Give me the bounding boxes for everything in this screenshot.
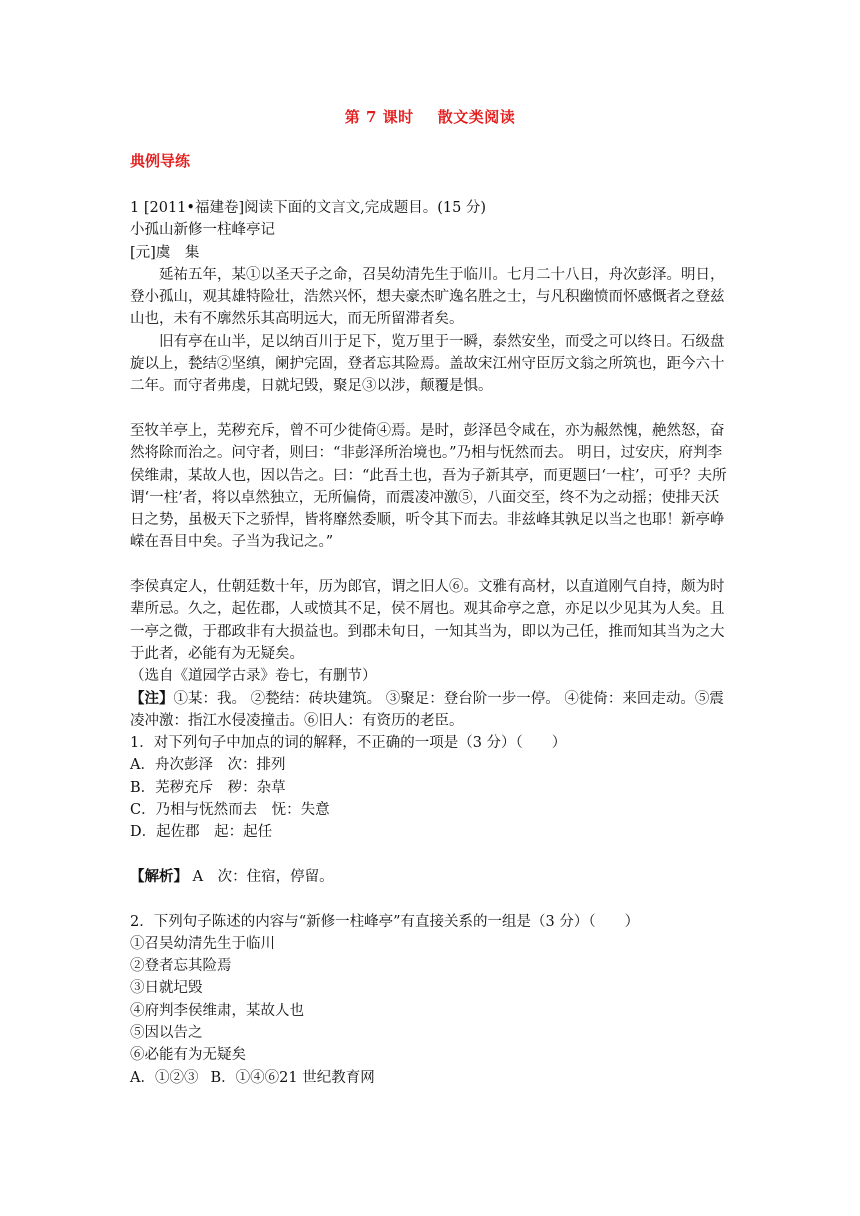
q2-choices bbox=[130, 1067, 730, 1089]
question-intro: 1 [2011•福建卷]阅读下面的文言文,完成题目。(15 分) bbox=[130, 200, 487, 216]
section-heading: 典例导练 bbox=[130, 152, 191, 170]
article-paragraph-3: 至牧羊亭上，芜秽充斥，曾不可少徙倚④焉。是时，彭泽邑令咸在，亦为赧然愧，赩然怒，奋然将除而治之。问守者，则曰：“非彭泽所治境也。”乃相与怃然而去。 明日，过安庆，府判李侯维肃，某故人也，因以告之。曰：“此吾土也，吾为子新其亭，而更题曰‘一柱’，可乎？夫所谓‘一柱’者，将以卓然独立，无所偏倚，而震凌冲激⑤，八面交至，终不为之动摇；使排天沃日之势，虽极天下之骄悍，皆将靡然委顺，听令其下而去。非兹峰其孰足以当之也耶！新亭峥嵘在吾目中矣。子当为我记之。” bbox=[130, 422, 727, 551]
q2-item-4: ④府判李侯维肃，某故人也 bbox=[130, 1002, 304, 1019]
note-text: ①某：我。 ②甃结：砖块建筑。 ③聚足：登台阶一步一停。 ④徙倚：来回走动。⑤震凌冲激：指江水侵凌撞击。⑥旧人：有资历的老臣。 bbox=[130, 690, 724, 729]
q2-choice-b: B．①④⑥21 世纪教育网 bbox=[210, 1069, 375, 1086]
q1-option-d: D．起佐郡 起：起任 bbox=[130, 824, 273, 841]
q1-analysis bbox=[130, 866, 730, 888]
q2-item-1: ①召吴幼清先生于临川 bbox=[130, 935, 275, 952]
q2-item-6: ⑥必能有为无疑矣 bbox=[130, 1047, 246, 1064]
q1-option-b: B．芜秽充斥 秽：杂草 bbox=[130, 779, 286, 796]
article-author: [元]虞 集 bbox=[130, 244, 200, 261]
content-body bbox=[130, 197, 730, 1089]
article-notes bbox=[130, 688, 730, 733]
title-lesson: 第 7 课时 bbox=[344, 108, 414, 126]
page-title bbox=[0, 106, 860, 127]
article-heading: 小孤山新修一柱峰亭记 bbox=[130, 222, 275, 239]
q1-option-c: C．乃相与怃然而去 怃：失意 bbox=[130, 802, 330, 819]
article-paragraph-2: 旧有亭在山半，足以纳百川于足下，览万里于一瞬，泰然安坐，而受之可以终日。石级盘旋以上，甃结②坚缜，阑护完固，登者忘其险焉。盖故宋江州守臣厉文翁之所筑也，距今六十二年。而守者弗虔，日就圮毁，聚足③以涉，颠覆是惧。 bbox=[130, 333, 725, 395]
article-paragraph-4: 李侯真定人，仕朝廷数十年，历为郎官，谓之旧人⑥。文雅有高材，以直道刚气自持，颇为时辈所忌。久之，起佐郡，人或愤其不足，侯不屑也。观其命亭之意，亦足以少见其为人矣。且一亭之微，于郡政非有大损益也。到郡未旬日，一知其当为，即以为己任，推而知其当为之大于此者，必能有为无疑矣。 bbox=[130, 579, 725, 662]
q2-item-5: ⑤因以告之 bbox=[130, 1024, 203, 1041]
title-topic: 散文类阅读 bbox=[437, 108, 516, 126]
analysis-text: A 次：住宿，停留。 bbox=[188, 868, 334, 885]
note-label: 【注】 bbox=[130, 689, 174, 707]
q1-option-a: A．舟次彭泽 次：排列 bbox=[130, 757, 286, 774]
q1-stem: 1．对下列句子中加点的词的解释，不正确的一项是（3 分）（ ） bbox=[130, 735, 567, 752]
q2-stem: 2．下列句子陈述的内容与“新修一柱峰亭”有直接关系的一组是（3 分）（ ） bbox=[130, 913, 640, 930]
q2-item-2: ②登者忘其险焉 bbox=[130, 958, 232, 975]
article-source: （选自《道园学古录》卷七，有删节） bbox=[130, 668, 377, 685]
article-paragraph-1: 延祐五年，某①以圣天子之命，召吴幼清先生于临川。七月二十八日，舟次彭泽。明日，登小孤山，观其雄特险壮，浩然兴怀，想夫豪杰旷逸名胜之士，与凡积幽愤而怀感慨者之登兹山也，未有不廓然乐其高明远大，而无所留滞者矣。 bbox=[130, 266, 725, 328]
analysis-label: 【解析】 bbox=[130, 867, 188, 885]
q2-item-3: ③日就圮毁 bbox=[130, 980, 203, 997]
q2-choice-a: A．①②③ bbox=[130, 1069, 199, 1086]
